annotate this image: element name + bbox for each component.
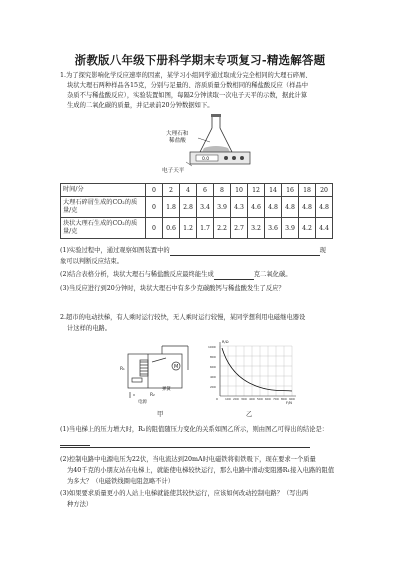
value-cell: 4.8	[265, 197, 282, 218]
time-cell: 4	[180, 184, 197, 197]
time-cell: 6	[197, 184, 214, 197]
table-row	[61, 197, 333, 218]
flask-stopper	[211, 114, 221, 117]
q1-sub2-end: 克二氧化碳。	[253, 271, 292, 278]
table-row	[61, 218, 333, 239]
q1-sub2	[60, 270, 292, 280]
value-cell: 3.6	[265, 218, 282, 239]
q2-sub1-text: (1)当电梯上的压力增大时，R₂的阻值随压力变化的关系如图乙所示，则由图乙可得出的结论是：	[60, 426, 329, 433]
data-table	[60, 183, 333, 239]
value-cell: 1.7	[197, 218, 214, 239]
balance-display-value: 0.0	[202, 157, 210, 162]
time-cell: 12	[248, 184, 265, 197]
x-tick-label: 500	[257, 397, 263, 401]
circuit-figure	[118, 340, 198, 406]
time-cell: 10	[231, 184, 248, 197]
reagent-label-2: 稀盐酸	[169, 138, 186, 144]
x-tick-label: 700	[273, 397, 279, 401]
value-cell: 3.9	[214, 197, 231, 218]
x-tick-label: 400	[249, 397, 255, 401]
q2-sub2-line-3: 为多大？（电磁铁线圈电阻忽略不计）	[67, 478, 175, 485]
x-tick-label: 300	[241, 397, 247, 401]
value-cell: 2.7	[231, 218, 248, 239]
balance-label: 电子天平	[162, 168, 185, 174]
q1-line-1: 1.为了探究影响化学反应速率的因素，某学习小组同学通过取成分完全相同的大理石碎屑、	[60, 72, 312, 79]
figure-caption-b: 乙	[246, 411, 253, 418]
y-tick-label: 1000	[208, 345, 216, 349]
value-cell: 4.6	[248, 197, 265, 218]
q2-sub2-line-1: (2)控制电路中电源电压为22伏，当电流达到20mA时电磁铁将衔铁吸下，现在要求一个质量	[60, 456, 316, 463]
x-tick-label: 200	[233, 397, 239, 401]
time-cell: 16	[282, 184, 299, 197]
value-cell: 4.8	[299, 197, 316, 218]
value-cell: 4.8	[316, 197, 333, 218]
r2-label: R₂	[150, 393, 155, 398]
answer-blank[interactable]	[170, 255, 320, 256]
value-cell: 4.2	[299, 218, 316, 239]
q2-line-2: 计这样的电路。	[67, 325, 112, 332]
time-cell: 18	[299, 184, 316, 197]
graph-grid	[220, 346, 292, 396]
time-cell: 14	[265, 184, 282, 197]
q1-line-4: 生成的二氧化碳的质量，并记录前20分钟数据如下。	[67, 102, 214, 109]
q2-line-1: 2.超市的电动扶梯，有人乘时运行较快，无人乘时运行较慢，某同学想利用电磁继电器设	[60, 314, 306, 321]
q2-sub2-line-2: 为40千克的小朋友站在电梯上，就能使电梯较快运行，那么电路中滑动变阻器R₁接入电路的阻值	[67, 467, 335, 474]
y-unit: R/Ω	[222, 340, 229, 344]
y-tick-label: 200	[210, 385, 216, 389]
reagent-label: 大理石和	[166, 131, 189, 137]
value-cell: 4.3	[231, 197, 248, 218]
time-cell: 0	[146, 184, 163, 197]
answer-blank[interactable]	[60, 446, 310, 448]
supply-label: 电源	[138, 400, 147, 405]
balance-button-icon	[232, 156, 236, 160]
q1-sub1-cont: 象可以判断反应结束。	[60, 258, 123, 265]
value-cell: 0	[146, 218, 163, 239]
apparatus-figure	[160, 114, 270, 182]
value-cell: 1.2	[180, 218, 197, 239]
answer-blank[interactable]	[214, 279, 254, 280]
value-cell: 0.6	[163, 218, 180, 239]
row-label: 大理石碎屑生成的CO₂的质量/克	[61, 197, 146, 218]
value-cell: 1.8	[163, 197, 180, 218]
time-cell: 2	[163, 184, 180, 197]
x-tick-label: 900	[289, 397, 295, 401]
resistance-curve	[222, 348, 292, 391]
row-label: 块状大理石生成的CO₂的质量/克	[61, 218, 146, 239]
value-cell: 2.2	[214, 218, 231, 239]
x-tick-label: 800	[281, 397, 287, 401]
circuit-outline	[128, 354, 182, 388]
page-title: 浙教版八年级下册科学期末专项复习-精选解答题	[74, 53, 326, 67]
y-tick-label: 0	[216, 397, 218, 401]
r1-label: R₁	[120, 367, 125, 372]
balance-button-icon	[240, 156, 244, 160]
y-tick-label: 600	[210, 365, 216, 369]
resistance-graph	[206, 338, 300, 408]
time-cell: 20	[316, 184, 333, 197]
y-tick-label: 400	[210, 375, 216, 379]
q1-sub2-text: (2)结合表格分析，块状大理石与稀盐酸反应最终能生成	[60, 271, 214, 278]
q1-sub1-end: 现	[319, 247, 326, 254]
figure-caption-a: 甲	[157, 411, 164, 418]
flask-liquid	[202, 146, 230, 152]
value-cell: 4.4	[316, 218, 333, 239]
time-cell: 8	[214, 184, 231, 197]
q2-sub3-line-1: (3)如果要求质量更小的人站上电梯就能使其较快运行，应该如何改动控制电路？（写出两	[60, 490, 309, 497]
x-tick-label: 100	[225, 397, 231, 401]
value-cell: 3.2	[248, 218, 265, 239]
q1-line-2: 块状大理石两种样品各15克，分别与足量的、溶质质量分数相同的稀盐酸反应（样品中	[67, 82, 308, 89]
value-cell: 3.9	[282, 218, 299, 239]
q2-sub3-line-2: 种方法）	[67, 501, 93, 508]
q1-sub1-text: (1)实验过程中，通过观察如图装置中的	[60, 247, 170, 254]
x-tick-label: 600	[265, 397, 271, 401]
y-tick-label: 800	[210, 355, 216, 359]
x-unit: F/N	[286, 401, 292, 405]
value-cell: 2.8	[180, 197, 197, 218]
motor-label: M	[174, 364, 179, 370]
q1-sub1	[60, 246, 326, 256]
value-cell: 4.8	[282, 197, 299, 218]
armature	[152, 358, 166, 362]
value-cell: 3.4	[197, 197, 214, 218]
q1-sub3: (3)当反应进行到20分钟时，块状大理石中有多少克碳酸钙与稀盐酸发生了反应？	[60, 285, 285, 292]
value-cell: 0	[146, 197, 163, 218]
q1-line-3: 杂质不与稀盐酸反应），实验装置如图，每隔2分钟读取一次电子天平的示数，据此计算	[67, 92, 308, 99]
q2-sub1	[60, 425, 350, 446]
table-header-row	[61, 184, 333, 197]
table-header-label: 时间/分	[61, 184, 146, 197]
balance-button-icon	[224, 156, 228, 160]
spring-label: 弹簧	[162, 387, 171, 392]
